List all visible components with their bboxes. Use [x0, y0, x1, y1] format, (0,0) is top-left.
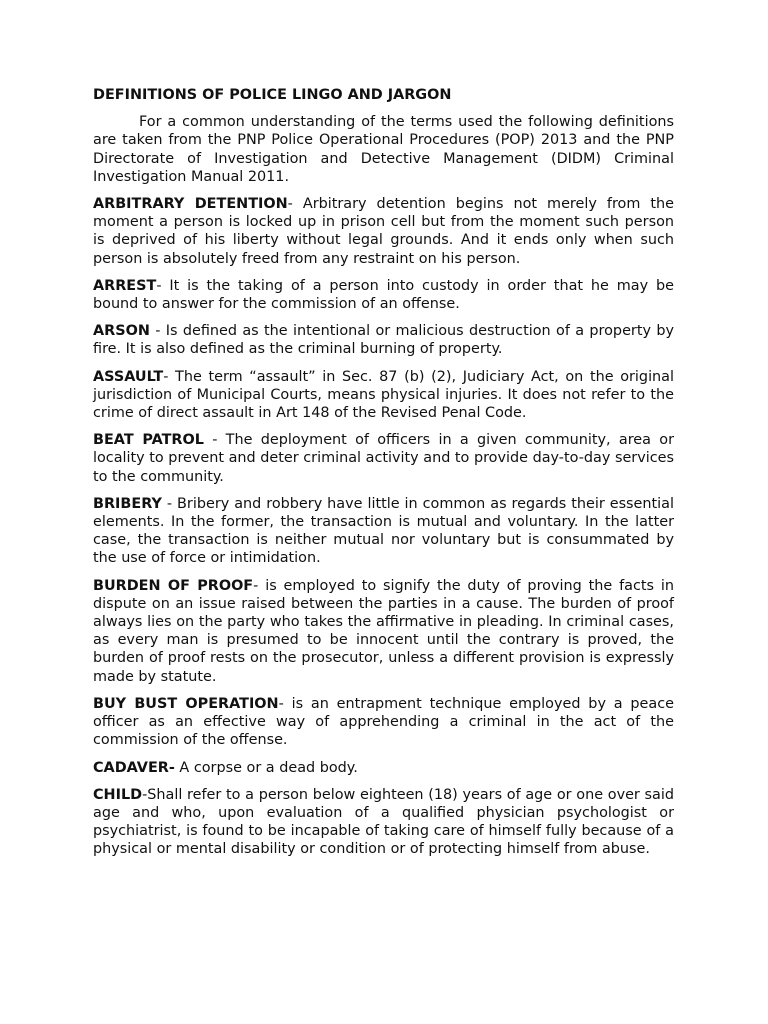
- definition-entry-buy-bust-operation: [93, 695, 674, 750]
- definition-term: CADAVER-: [93, 759, 175, 776]
- definition-entry-assault: [93, 368, 674, 423]
- definition-text: - is an entrapment technique employed by a peace officer as an effective way of apprehending a criminal in the act of the commission of the offense.: [93, 695, 674, 749]
- definition-term: ASSAULT: [93, 368, 164, 385]
- definition-text: -Shall refer to a person below eighteen (18) years of age or one over said age and who, upon evaluation of a qualified physician psychologist or psychiatrist, is found to be incapable of taking care of himself fully because of a physical or mental disability or condition or of protecting himself from abuse.: [93, 786, 674, 858]
- definition-entry-arson: [93, 322, 674, 358]
- definition-term: BUY BUST OPERATION: [93, 695, 279, 712]
- definition-term: BURDEN OF PROOF: [93, 577, 254, 594]
- definition-entry-arrest: [93, 277, 674, 313]
- definition-text: - is employed to signify the duty of proving the facts in dispute on an issue raised between the parties in a cause. The burden of proof always lies on the party who takes the affirmative in pleading. In criminal cases, as every man is presumed to be innocent until the contrary is proved, the burden of proof rests on the prosecutor, unless a different provision is expressly made by statute.: [93, 577, 674, 685]
- document-page: [93, 86, 674, 868]
- definition-entry-bribery: [93, 495, 674, 568]
- intro-paragraph: For a common understanding of the terms used the following definitions are taken from the PNP Police Operational Procedures (POP) 2013 and the PNP Directorate of Investigation and Detective Management (DIDM) Criminal Investigation Manual 2011.: [93, 114, 674, 185]
- definition-entry-child: [93, 786, 674, 859]
- definition-term: CHILD: [93, 786, 143, 803]
- definition-text: A corpse or a dead body.: [174, 759, 358, 776]
- definition-term: BEAT PATROL: [93, 432, 204, 449]
- definition-text: - Arbitrary detention begins not merely from the moment a person is locked up in prison cell but from the moment such person is deprived of his liberty without legal grounds. And it ends only when such person is absolutely freed from any restraint on his person.: [93, 196, 675, 267]
- definition-entry-burden-of-proof: [93, 577, 674, 686]
- definition-term: ARBITRARY DETENTION: [93, 196, 288, 213]
- definition-entry-arbitrary-detention: [93, 195, 674, 268]
- definition-text: - The deployment of officers in a given community, area or locality to prevent and deter criminal activity and to provide day-to-day services to the community.: [93, 432, 674, 485]
- definition-entry-cadaver: [93, 759, 674, 777]
- definition-text: - Bribery and robbery have little in common as regards their essential elements. In the former, the transaction is mutual and voluntary. In the latter case, the transaction is neither mutual nor voluntary but is consummated by the use of force or intimidation.: [93, 495, 674, 567]
- document-title: DEFINITIONS OF POLICE LINGO AND JARGON: [93, 87, 452, 103]
- definition-term: BRIBERY: [93, 495, 162, 512]
- definition-text: - Is defined as the intentional or malicious destruction of a property by fire. It is also defined as the criminal burning of property.: [93, 323, 674, 358]
- definition-term: ARREST: [93, 277, 157, 294]
- definition-term: ARSON: [93, 323, 150, 340]
- definition-text: - It is the taking of a person into custody in order that he may be bound to answer for the commission of an offense.: [93, 277, 674, 313]
- definition-entry-beat-patrol: [93, 431, 674, 486]
- definition-text: - The term “assault” in Sec. 87 (b) (2), Judiciary Act, on the original jurisdiction of Municipal Courts, means physical injuries. It does not refer to the crime of direct assault in Art 148 of the Revised Penal Code.: [93, 368, 674, 422]
